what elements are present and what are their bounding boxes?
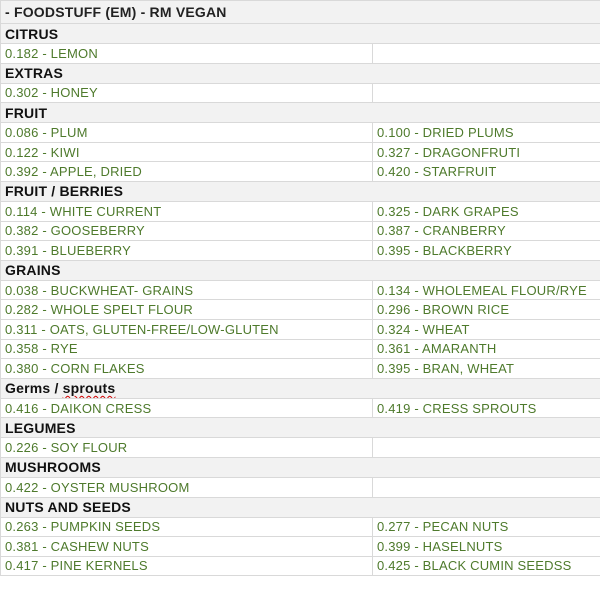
section-header-cell[interactable]: [1, 181, 600, 201]
table-row: [1, 319, 600, 339]
table-row: [1, 142, 600, 162]
cell-right[interactable]: [373, 83, 600, 103]
table-row: [1, 556, 600, 576]
cell-left[interactable]: 0.311 - OATS, GLUTEN-FREE/LOW-GLUTEN: [1, 319, 373, 339]
table-row: [1, 241, 600, 261]
table-row: [1, 123, 600, 143]
section-header-label: Germs / sprouts: [5, 380, 116, 397]
table-row: [1, 44, 600, 64]
cell-right[interactable]: 0.419 - CRESS SPROUTS: [373, 398, 600, 418]
section-header-label: MUSHROOMS: [5, 459, 101, 476]
table-row: [1, 438, 600, 458]
spellcheck-word: sprouts: [62, 380, 116, 397]
cell-right[interactable]: 0.325 - DARK GRAPES: [373, 201, 600, 221]
section-header-cell[interactable]: [1, 260, 600, 280]
cell-left[interactable]: 0.392 - APPLE, DRIED: [1, 162, 373, 182]
cell-left[interactable]: 0.381 - CASHEW NUTS: [1, 537, 373, 557]
table-row: [1, 359, 600, 379]
table-row: [1, 517, 600, 537]
section-header-row: [1, 181, 600, 201]
section-header-label: EXTRAS: [5, 65, 63, 82]
cell-left[interactable]: 0.122 - KIWI: [1, 142, 373, 162]
cell-left[interactable]: 0.038 - BUCKWHEAT- GRAINS: [1, 280, 373, 300]
section-header-label: FRUIT: [5, 104, 48, 121]
cell-right[interactable]: [373, 438, 600, 458]
table-row: [1, 280, 600, 300]
cell-right[interactable]: 0.399 - HASELNUTS: [373, 537, 600, 557]
sheet-title[interactable]: - FOODSTUFF (EM) - RM VEGAN: [1, 1, 600, 24]
table-row: [1, 201, 600, 221]
table-row: [1, 339, 600, 359]
cell-right[interactable]: [373, 477, 600, 497]
section-header-cell[interactable]: [1, 418, 600, 438]
sheet-body: [1, 1, 600, 576]
table-row: [1, 398, 600, 418]
section-header-cell[interactable]: [1, 63, 600, 83]
cell-right[interactable]: 0.395 - BRAN, WHEAT: [373, 359, 600, 379]
section-header-row: [1, 378, 600, 398]
cell-left[interactable]: 0.302 - HONEY: [1, 83, 373, 103]
cell-right[interactable]: 0.395 - BLACKBERRY: [373, 241, 600, 261]
cell-left[interactable]: 0.422 - OYSTER MUSHROOM: [1, 477, 373, 497]
section-header-row: [1, 24, 600, 44]
section-header-cell[interactable]: [1, 378, 600, 398]
cell-right[interactable]: 0.420 - STARFRUIT: [373, 162, 600, 182]
cell-right[interactable]: 0.425 - BLACK CUMIN SEEDSS: [373, 556, 600, 576]
cell-left[interactable]: 0.263 - PUMPKIN SEEDS: [1, 517, 373, 537]
cell-right[interactable]: 0.277 - PECAN NUTS: [373, 517, 600, 537]
table-row: [1, 83, 600, 103]
cell-left[interactable]: 0.380 - CORN FLAKES: [1, 359, 373, 379]
cell-left[interactable]: 0.382 - GOOSEBERRY: [1, 221, 373, 241]
table-row: [1, 221, 600, 241]
section-header-cell[interactable]: [1, 103, 600, 123]
cell-left[interactable]: 0.358 - RYE: [1, 339, 373, 359]
cell-left[interactable]: 0.391 - BLUEBERRY: [1, 241, 373, 261]
section-header-cell[interactable]: [1, 497, 600, 517]
section-header-label: CITRUS: [5, 25, 59, 42]
cell-right[interactable]: [373, 44, 600, 64]
section-header-cell[interactable]: [1, 457, 600, 477]
section-header-row: [1, 103, 600, 123]
cell-right[interactable]: 0.100 - DRIED PLUMS: [373, 123, 600, 143]
cell-left[interactable]: 0.226 - SOY FLOUR: [1, 438, 373, 458]
cell-left[interactable]: 0.182 - LEMON: [1, 44, 373, 64]
cell-left[interactable]: 0.114 - WHITE CURRENT: [1, 201, 373, 221]
table-row: [1, 477, 600, 497]
cell-left[interactable]: 0.417 - PINE KERNELS: [1, 556, 373, 576]
section-header-row: [1, 418, 600, 438]
cell-left[interactable]: 0.416 - DAIKON CRESS: [1, 398, 373, 418]
section-header-label: FRUIT / BERRIES: [5, 183, 124, 200]
cell-left[interactable]: 0.282 - WHOLE SPELT FLOUR: [1, 300, 373, 320]
section-header-row: [1, 497, 600, 517]
cell-right[interactable]: 0.134 - WHOLEMEAL FLOUR/RYE: [373, 280, 600, 300]
section-header-label: NUTS AND SEEDS: [5, 499, 131, 515]
cell-right[interactable]: 0.387 - CRANBERRY: [373, 221, 600, 241]
section-header-label: LEGUMES: [5, 419, 76, 436]
cell-right[interactable]: 0.296 - BROWN RICE: [373, 300, 600, 320]
cell-right[interactable]: 0.361 - AMARANTH: [373, 339, 600, 359]
section-header-row: [1, 63, 600, 83]
table-row: [1, 300, 600, 320]
table-row: [1, 537, 600, 557]
section-header-label: GRAINS: [5, 262, 61, 279]
section-header-row: [1, 260, 600, 280]
cell-left[interactable]: 0.086 - PLUM: [1, 123, 373, 143]
cell-right[interactable]: 0.324 - WHEAT: [373, 319, 600, 339]
title-row: [1, 1, 600, 24]
cell-right[interactable]: 0.327 - DRAGONFRUTI: [373, 142, 600, 162]
section-header-row: [1, 457, 600, 477]
section-header-cell[interactable]: [1, 24, 600, 44]
table-row: [1, 162, 600, 182]
